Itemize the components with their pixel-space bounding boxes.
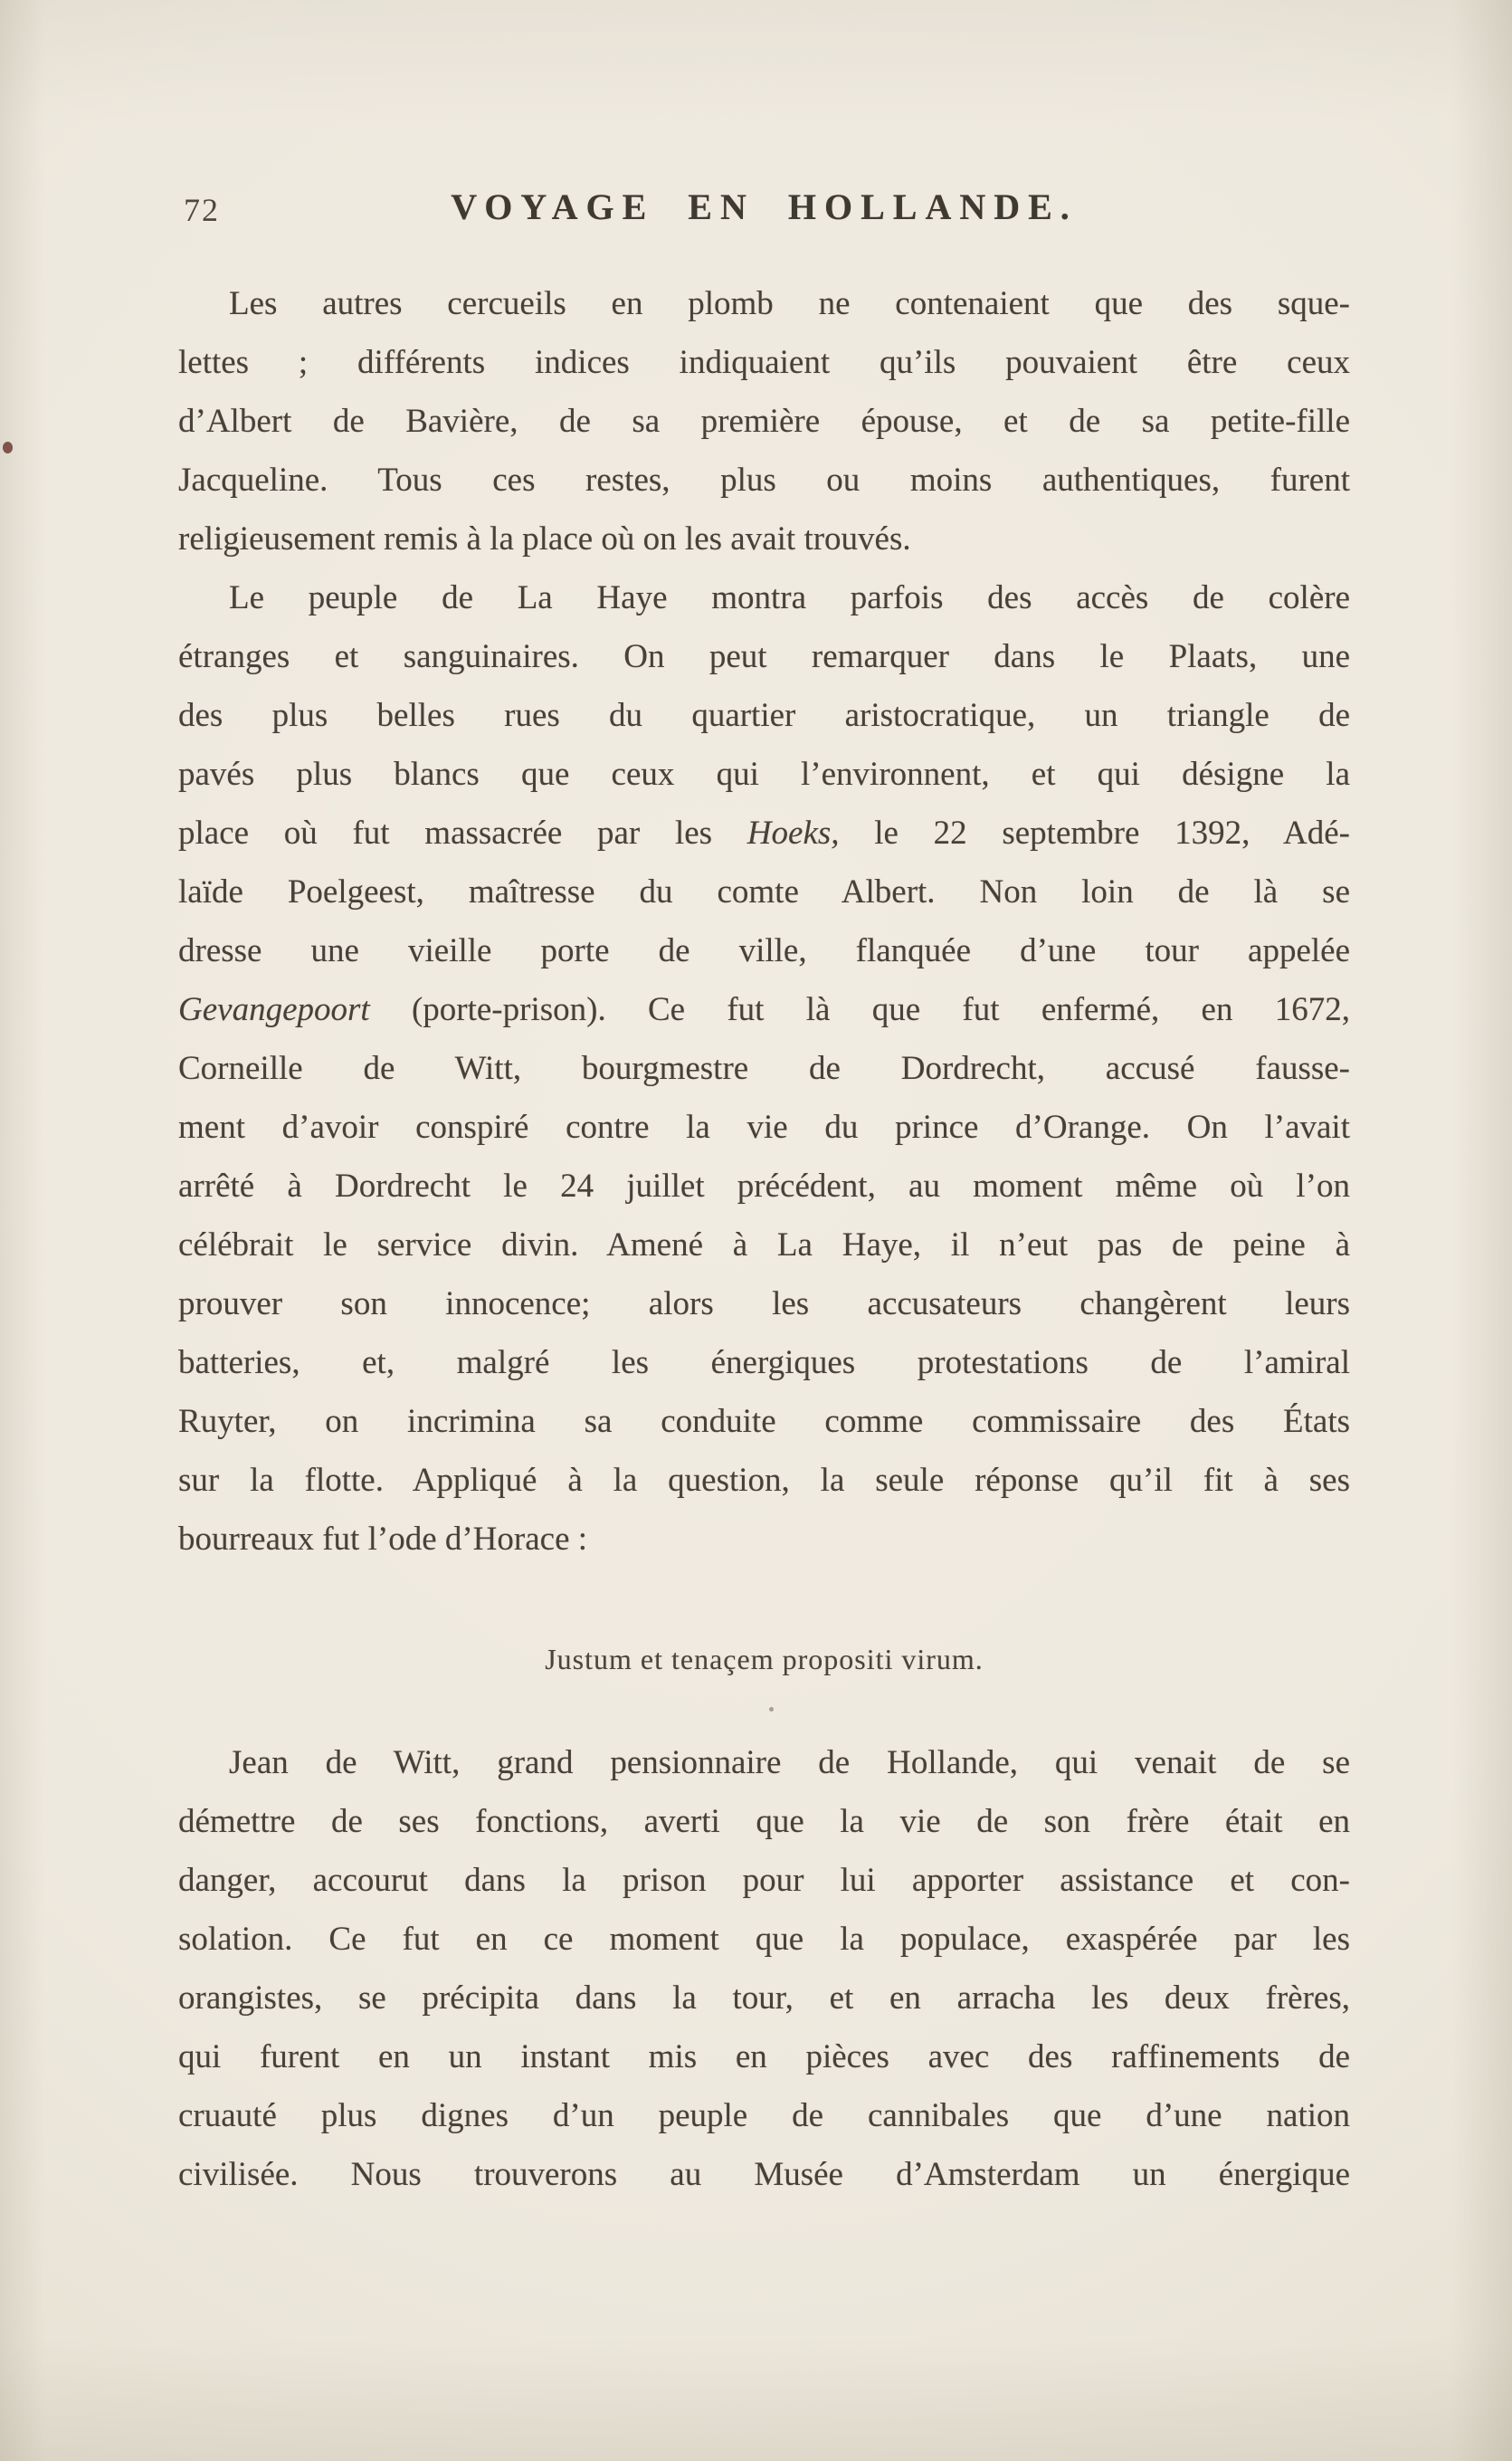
scan-speck-artifact [769,1707,774,1712]
text-line: Jean de Witt, grand pensionnaire de Hollande, qui venait de se [229,1744,1350,1781]
text-line: Corneille de Witt, bourgmestre de Dordrecht, accusé fausse- [178,1050,1350,1087]
text-line: Ruyter, on incrimina sa conduite comme commissaire des États [178,1403,1350,1440]
text-line: pavés plus blancs que ceux qui l’environnent, et qui désigne la [178,756,1350,793]
paragraph [178,1733,1350,2204]
text-line: batteries, et, malgré les énergiques protestations de l’amiral [178,1344,1350,1381]
text-line: démettre de ses fonctions, averti que la vie de son frère était en [178,1803,1350,1840]
text-line: Le peuple de La Haye montra parfois des accès de colère [229,579,1350,616]
text-line: orangistes, se précipita dans la tour, et en arracha les deux frères, [178,1979,1350,2017]
text-line: ment d’avoir conspiré contre la vie du prince d’Orange. On l’avait [178,1109,1350,1146]
text-line: civilisée. Nous trouverons au Musée d’Amsterdam un énergique [178,2156,1350,2193]
text-line: dresse une vieille porte de ville, flanquée d’une tour appelée [178,932,1350,969]
latin-quote: Justum et tenaçem propositi virum. [545,1643,984,1675]
text-line: place où fut massacrée par les Hoeks, le 22 septembre 1392, Adé- [178,815,1351,852]
scan-speck-artifact [3,442,13,453]
page-header [178,186,1350,233]
page-number: 72 [184,192,220,228]
text-line: étranges et sanguinaires. On peut remarquer dans le Plaats, une [178,638,1350,675]
paragraph [178,274,1350,568]
text-block [178,274,1350,2204]
text-line: qui furent en un instant mis en pièces avec des raffinements de [178,2038,1350,2075]
text-line: arrêté à Dordrecht le 24 juillet précédent, au moment même où l’on [178,1168,1350,1205]
text-line: des plus belles rues du quartier aristocratique, un triangle de [178,697,1350,734]
text-line: d’Albert de Bavière, de sa première épouse, et de sa petite-fille [178,403,1350,440]
text-line: religieusement remis à la place où on les avait trouvés. [178,520,911,558]
text-line: prouver son innocence; alors les accusateurs changèrent leurs [178,1285,1350,1322]
running-title: VOYAGE EN HOLLANDE. [451,186,1078,227]
text-line: laïde Poelgeest, maîtresse du comte Albert. Non loin de là se [178,873,1350,911]
text-line: Les autres cercueils en plomb ne contenaient que des sque- [229,285,1350,322]
text-line: bourreaux fut l’ode d’Horace : [178,1521,588,1558]
text-line: danger, accourut dans la prison pour lui apporter assistance et con- [178,1862,1350,1899]
text-line: cruauté plus dignes d’un peuple de cannibales que d’une nation [178,2097,1350,2134]
text-line: Jacqueline. Tous ces restes, plus ou moins authentiques, furent [178,462,1350,499]
text-line: célébrait le service divin. Amené à La Haye, il n’eut pas de peine à [178,1226,1350,1264]
paragraph [178,568,1350,1569]
text-line: sur la flotte. Appliqué à la question, la seule réponse qu’il fit à ses [178,1462,1350,1499]
text-line: Gevangepoort (porte-prison). Ce fut là que fut enfermé, en 1672, [178,991,1350,1028]
text-line: solation. Ce fut en ce moment que la populace, exaspérée par les [178,1921,1350,1958]
text-line: lettes ; différents indices indiquaient qu’ils pouvaient être ceux [178,344,1350,381]
